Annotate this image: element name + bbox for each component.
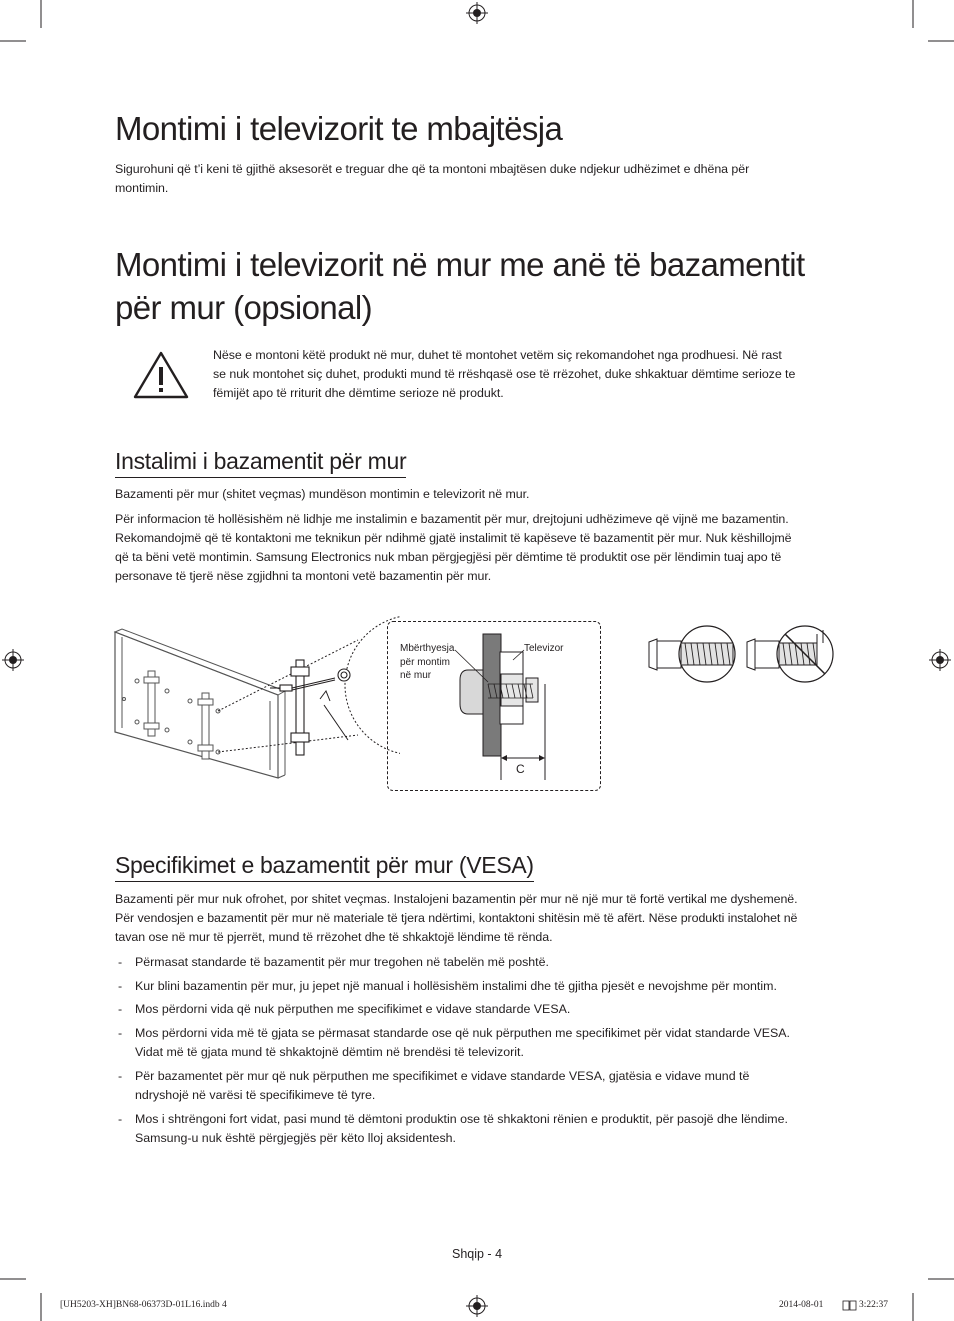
list-item: - Mos i shtrëngoni fort vidat, pasi mund të dëmtoni produktin ose të shkaktoni rënien e produktit, për pasojë dhe lëndime. Samsung-u nuk është përgjegjës për këto lloj aksidentesh. <box>115 1110 845 1149</box>
vesa-text-line2: Për vendosjen e bazamentit për mur në materiale të tjera ndërtimi, kontaktoni shitësin më të afërt. Nëse produkti instalohet në <box>115 911 798 925</box>
footer-date: 2014-08-01 <box>779 1300 824 1310</box>
installation-text-line1: Për informacion të hollësishëm në lidhje me instalimin e bazamentit për mur, drejtojuni udhëzimeve që vijnë me bazamentin. <box>115 512 789 526</box>
list-item: - Përmasat standarde të bazamentit për mur tregohen në tabelën më poshtë. <box>115 953 845 972</box>
registration-mark-top-icon <box>466 2 488 24</box>
label-wall-bracket-line2: për montim <box>400 656 451 668</box>
warning-text-line1: Nëse e montoni këtë produkt në mur, duhet të montohet vetëm siç rekomandohet nga prodhuesi. Në rast <box>213 348 782 362</box>
registration-mark-left-icon <box>2 649 24 671</box>
label-wall-bracket-line3: në mur <box>400 670 432 681</box>
installation-intro: Bazamenti për mur (shitet veçmas) mundëson montimin e televizorit në mur. <box>115 487 530 501</box>
footer-time: 3:22:37 <box>859 1300 889 1310</box>
section-title-wall-mount-line1: Montimi i televizorit në mur me anë të bazamentit <box>115 246 805 283</box>
vesa-text-line3: tavan ose në mur të pjerrët, mund të rrëzohet dhe të shkaktojë lëndime të rënda. <box>115 930 553 944</box>
list-item: - Mos përdorni vida më të gjata se përmasat standarde ose që nuk përputhen me specifikimet për vidat standarde VESA. Vidat më të gjata mund të shkaktojnë dëmtim në brendësi të televizorit. <box>115 1024 845 1063</box>
section1-text-line1: Sigurohuni që t’i keni të gjithë aksesorët e treguar dhe që ta montoni mbajtësen duke ndjekur udhëzimet e dhëna për <box>115 162 750 176</box>
registration-mark-right-icon <box>929 649 951 671</box>
label-dimension-c: C <box>516 762 525 776</box>
vesa-text-line1: Bazamenti për mur nuk ofrohet, por shitet veçmas. Instalojeni bazamentin për mur në një mur të fortë vertikal me dyshemenë. <box>115 892 798 906</box>
subsection-title-vesa-specs: Specifikimet e bazamentit për mur (VESA) <box>115 851 534 882</box>
list-item: - Për bazamentet për mur që nuk përputhen me specifikimet e vidave standarde VESA, gjatësia e vidave mund të ndryshojë në varësi të specifikimeve të tyre. <box>115 1067 845 1106</box>
calendar-glyph-icon <box>842 1300 858 1311</box>
list-item: - Mos përdorni vida që nuk përputhen me specifikimet e vidave standarde VESA. <box>115 1000 845 1019</box>
page-number: Shqip - 4 <box>451 1247 503 1261</box>
label-wall-bracket-line1: Mbërthyesja <box>400 643 455 654</box>
vesa-notes-list <box>115 953 845 1153</box>
tv-back-mount-illustration <box>110 615 400 800</box>
footer-file-name: [UH5203-XH]BN68-06373D-01L16.indb 4 <box>60 1300 227 1310</box>
section1-text-line2: montimin. <box>115 181 169 195</box>
section-title-wall-mount-line2: për mur (opsional) <box>115 289 372 326</box>
warning-text-line3: fëmijët apo të rriturit dhe dëmtime serioze në produkt. <box>213 386 504 400</box>
warning-text-line2: se nuk montohet siç duhet, produkti mund të rrëshqasë ose të rrëzohet, duke shkaktuar dëmtime serioze te <box>213 367 796 381</box>
warning-triangle-icon <box>132 350 190 400</box>
subsection-title-installation: Instalimi i bazamentit për mur <box>115 447 406 478</box>
correct-screw-icon <box>649 626 735 682</box>
screw-comparison-illustration <box>645 622 835 684</box>
bracket-cross-section-diagram <box>387 621 601 791</box>
installation-text-line4: personave të tjerë nëse zgjidhni ta montoni vetë bazamentin për mur. <box>115 569 492 583</box>
section-title-mounting-stand: Montimi i televizorit te mbajtësja <box>115 110 563 147</box>
label-tv: Televizor <box>524 643 564 654</box>
list-item: - Kur blini bazamentin për mur, ju jepet një manual i hollësishëm instalimi dhe të gjitha pjesët e nevojshme për montim. <box>115 977 845 996</box>
registration-mark-bottom-icon <box>466 1295 488 1317</box>
incorrect-screw-icon <box>747 626 833 682</box>
installation-text-line2: Rekomandojmë që të kontaktoni me teknikun për ndihmë gjatë instalimit të kapëseve të bazamentit për mur. Nuk këshillojmë <box>115 531 792 545</box>
installation-text-line3: që ta bëni vetë montimin. Samsung Electronics nuk mban përgjegjësi për dëmtime të produktit ose për lëndimin tuaj apo të <box>115 550 782 564</box>
